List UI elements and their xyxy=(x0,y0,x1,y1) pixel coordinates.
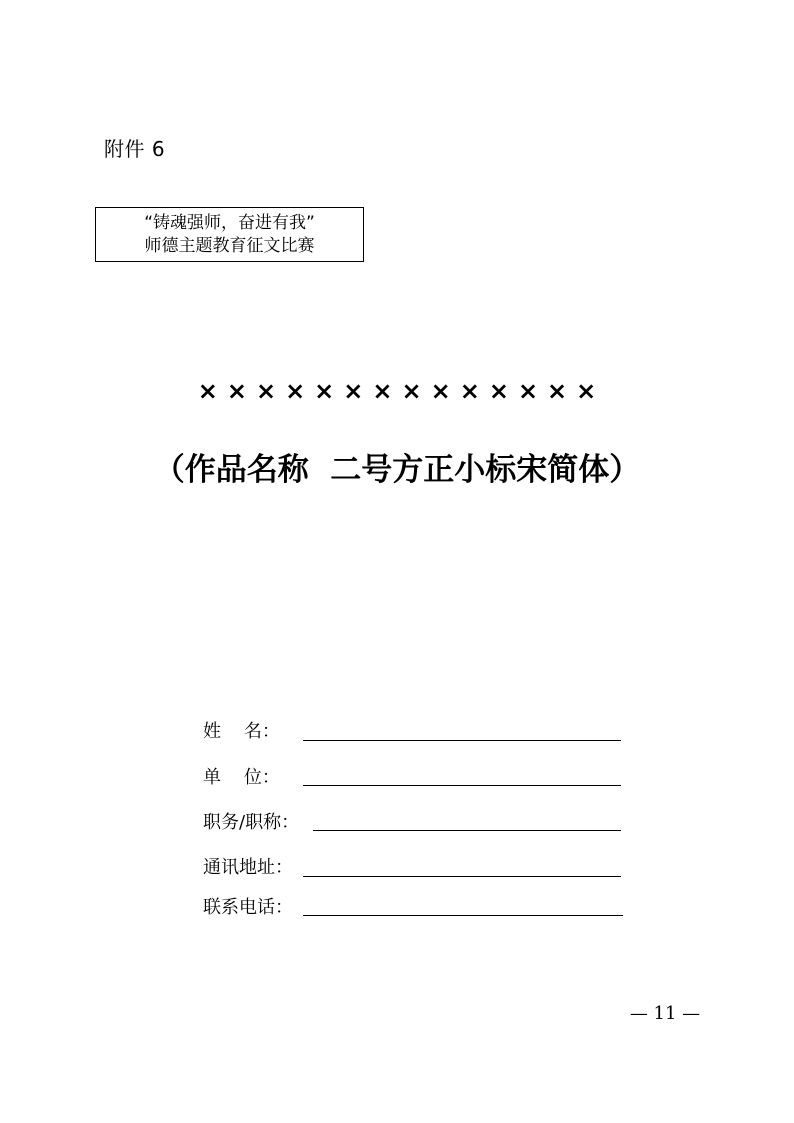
address-field-line[interactable] xyxy=(303,876,621,877)
contest-title-box xyxy=(95,207,364,262)
contest-title-line-2: 师德主题教育征文比赛 xyxy=(144,235,315,256)
phone-field-label: 联系电话： xyxy=(203,897,293,918)
name-field-label: 姓 名： xyxy=(203,721,280,742)
name-field-line[interactable] xyxy=(303,740,621,741)
page-number: — 11 — xyxy=(629,1003,701,1024)
unit-field-line[interactable] xyxy=(303,785,621,786)
work-title-placeholder: ×××××××××××××× xyxy=(197,377,606,405)
phone-field-line[interactable] xyxy=(303,915,623,916)
contest-title-line-1: “铸魂强师，奋进有我” xyxy=(144,212,315,233)
address-field-label: 通讯地址： xyxy=(203,857,293,878)
unit-field-label: 单 位： xyxy=(203,767,280,788)
position-field-label: 职务/职称： xyxy=(203,812,300,833)
attachment-label: 附件 6 xyxy=(104,137,166,161)
work-title-instruction: （作品名称 二号方正小标宋简体） xyxy=(153,452,641,488)
position-field-line[interactable] xyxy=(313,830,621,831)
